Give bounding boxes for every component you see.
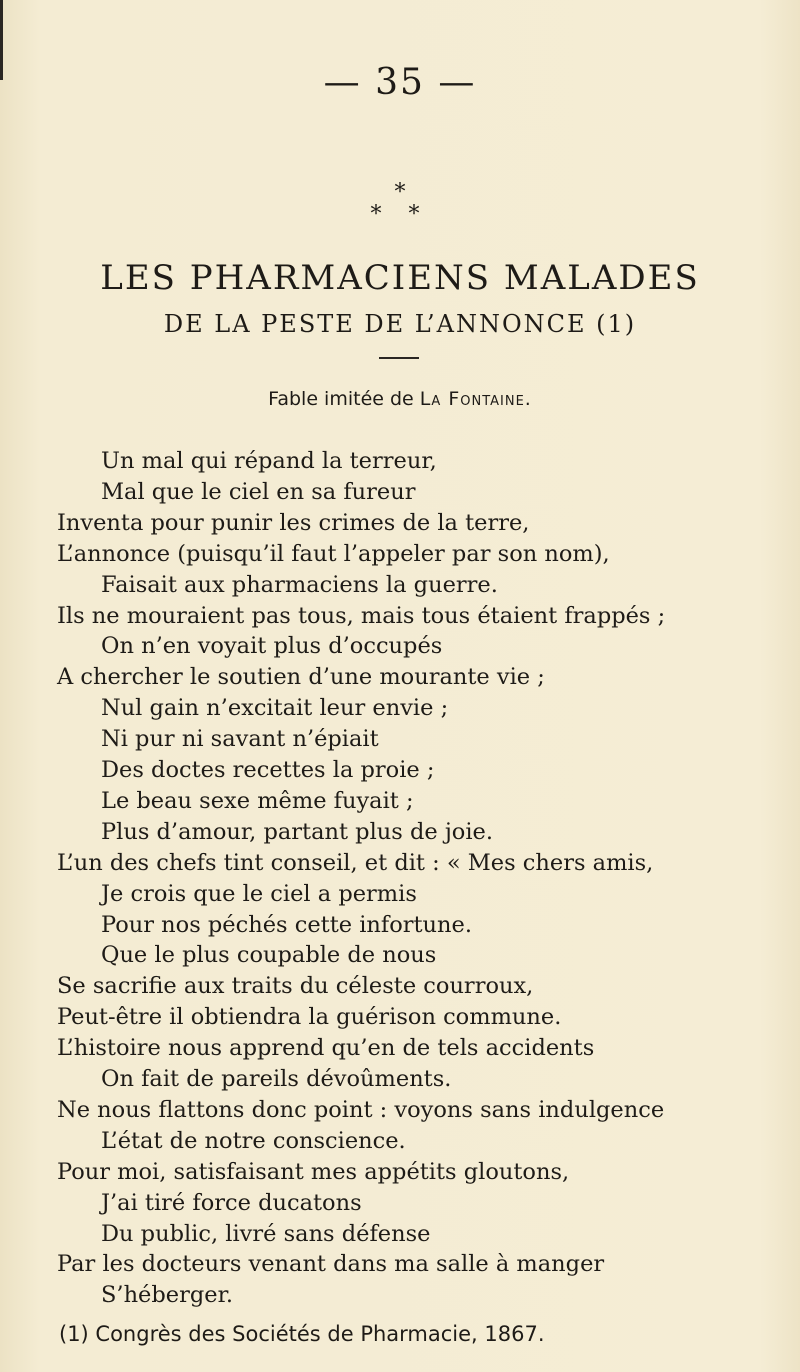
poem-line: Nul gain n’excitait leur envie ; (101, 695, 449, 722)
poem-line: Un mal qui répand la terreur, (101, 448, 437, 474)
poem-line: On n’en voyait plus d’occupés (101, 633, 443, 660)
poem-line: Des doctes recettes la proie ; (101, 757, 435, 783)
fable-attribution (0, 388, 800, 410)
poem-line: Peut-être il obtiendra la guérison commune. (57, 1004, 562, 1031)
poem-line: Se sacrifie aux traits du céleste courroux, (57, 973, 534, 1000)
poem-subtitle: DE LA PESTE DE L’ANNONCE (1) (163, 310, 637, 338)
poem-line: Que le plus coupable de nous (101, 942, 437, 969)
poem-title: LES PHARMACIENS MALADES (100, 258, 700, 298)
ornament-asterisk-bottom: * * (370, 202, 430, 227)
poem-line: Pour moi, satisfaisant mes appétits gloutons, (57, 1158, 570, 1185)
page-number: — 35 — (323, 62, 477, 103)
poem-line: Pour nos péchés cette infortune. (101, 911, 473, 938)
poem-line: L’état de notre conscience. (101, 1127, 406, 1154)
poem-line: Ne nous flattons donc point : voyons sans indulgence (57, 1096, 665, 1123)
poem-line: Je crois que le ciel a permis (101, 880, 417, 907)
poem-line: Le beau sexe même fuyait ; (101, 787, 414, 814)
title-divider (379, 357, 419, 359)
poem-line: Faisait aux pharmaciens la guerre. (101, 571, 498, 598)
poem-line: S’héberger. (101, 1282, 234, 1309)
footnote: (1) Congrès des Sociétés de Pharmacie, 1867. (59, 1322, 545, 1346)
poem-line: Par les docteurs venant dans ma salle à manger (57, 1251, 605, 1278)
poem-line: Inventa pour punir les crimes de la terre, (57, 509, 530, 536)
poem-line: L’histoire nous apprend qu’en de tels accidents (57, 1035, 595, 1062)
poem-line: A chercher le soutien d’une mourante vie ; (57, 664, 545, 691)
poem-line: L’un des chefs tint conseil, et dit : « Mes chers amis, (57, 849, 654, 876)
poem-line: L’annonce (puisqu’il faut l’appeler par son nom), (57, 540, 610, 567)
fable-attribution-prefix: Fable imitée de (268, 388, 414, 410)
poem-line: J’ai tiré force ducatons (101, 1189, 362, 1216)
ornament-asterisk-top: * (394, 180, 406, 205)
poem-line: Du public, livré sans défense (101, 1220, 431, 1247)
poem-line: On fait de pareils dévoûments. (101, 1066, 452, 1092)
poem-line: Ils ne mouraient pas tous, mais tous étaient frappés ; (57, 602, 666, 629)
poem-line: Ni pur ni savant n’épiait (101, 726, 379, 753)
fable-author: La Fontaine. (419, 388, 532, 410)
poem-line: Mal que le ciel en sa fureur (101, 478, 416, 505)
poem-line: Plus d’amour, partant plus de joie. (101, 818, 494, 845)
